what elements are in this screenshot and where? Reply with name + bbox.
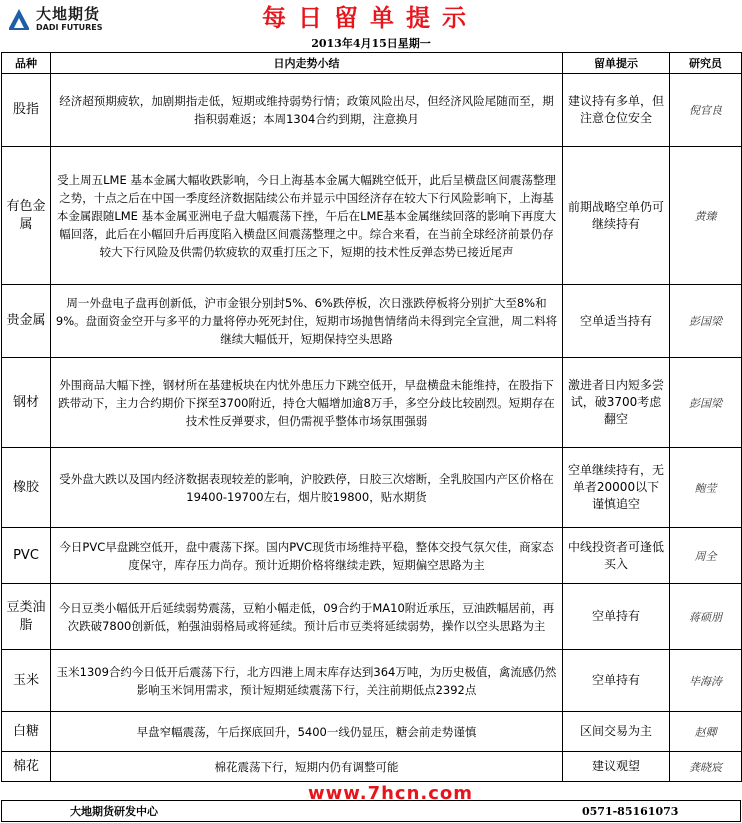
table-row	[2, 448, 742, 528]
table-row	[2, 752, 742, 782]
row-summary: 受上周五LME 基本金属大幅收跌影响，今日上海基本金属大幅跳空低开，此后呈横盘区间震荡整理之势，十点之后在中国一季度经济数据陆续公布并显示中国经济存在较大下行风险影响下，上海基本金属跟随LME 基本金属亚洲电子盘大幅震荡下挫，午后在LME基本金属继续回落的影响下再度大幅回落，此后在小幅回升后再度陷入横盘区间震荡整理之中。综合来看，在当前全球经济前景仍存较大下行风险及供需仍软疲软的双重打压之下，短期的技术性反弹态势已接近尾声	[51, 147, 563, 285]
row-category: 白糖	[2, 712, 51, 752]
row-summary: 今日PVC早盘跳空低开，盘中震荡下探。国内PVC现货市场维持平稳，整体交投气氛欠佳，商家态度保守，库存压力尚存。预计近期价格将继续走跌，短期偏空思路为主	[51, 528, 563, 584]
column-header-category: 品种	[2, 53, 51, 74]
report-date: 2013年4月15日星期一	[311, 37, 431, 50]
row-tip: 激进者日内短多尝试，破3700考虑翻空	[563, 358, 670, 448]
table-row	[2, 358, 742, 448]
row-researcher: 彭国梁	[670, 358, 742, 448]
page-title: 每日留单提示	[262, 4, 478, 32]
table-row	[2, 584, 742, 650]
row-category: 豆类油脂	[2, 584, 51, 650]
footer-organization: 大地期货研发中心	[70, 805, 158, 818]
dadi-logo-icon	[6, 6, 32, 32]
company-logo	[6, 6, 116, 34]
footer	[1, 783, 741, 822]
row-summary: 今日豆类小幅低开后延续弱势震荡，豆粕小幅走低，09合约于MA10附近承压，豆油跌幅居前，再次跌破7800创新低，粕强油弱格局或将延续。预计后市豆类将延续弱势，操作以空头思路为主	[51, 584, 563, 650]
daily-tips-table	[1, 52, 742, 782]
row-category: 橡胶	[2, 448, 51, 528]
row-researcher: 毕海涛	[670, 650, 742, 712]
row-tip: 建议观望	[563, 752, 670, 782]
header	[0, 0, 742, 36]
table-row	[2, 74, 742, 147]
row-category: 股指	[2, 74, 51, 147]
row-researcher: 龚晓宸	[670, 752, 742, 782]
footer-phone: 0571-85161073	[582, 805, 679, 818]
row-summary: 周一外盘电子盘再创新低，沪市金银分别封5%、6%跌停板，次日涨跌停板将分别扩大至8%和9%。盘面资金空开与多平的力量将停办死死封住，短期市场抛售情绪尚未得到完全宣泄，周二料将继续大幅低开，短期保持空头思路	[51, 285, 563, 358]
row-category: PVC	[2, 528, 51, 584]
row-researcher: 蒋硕朋	[670, 584, 742, 650]
row-category: 有色金属	[2, 147, 51, 285]
row-category: 贵金属	[2, 285, 51, 358]
row-tip: 区间交易为主	[563, 712, 670, 752]
table-row	[2, 712, 742, 752]
row-tip: 空单持有	[563, 584, 670, 650]
row-category: 玉米	[2, 650, 51, 712]
row-researcher: 倪官良	[670, 74, 742, 147]
row-summary: 经济超预期疲软，加剧期指走低，短期或维持弱势行情；政策风险出尽，但经济风险尾随而至，期指积弱难返；本周1304合约到期，注意换月	[51, 74, 563, 147]
footer-watermark[interactable]: www.7hcn.com	[308, 783, 474, 804]
row-summary: 玉米1309合约今日低开后震荡下行，北方四港上周末库存达到364万吨，为历史极值，禽流感仍然影响玉米饲用需求，预计短期延续震荡下行，关注前期低点2392点	[51, 650, 563, 712]
row-tip: 建议持有多单，但注意仓位安全	[563, 74, 670, 147]
row-researcher: 鲍莹	[670, 448, 742, 528]
column-header-summary: 日内走势小结	[51, 53, 563, 74]
row-tip: 中线投资者可逢低买入	[563, 528, 670, 584]
row-tip: 空单持有	[563, 650, 670, 712]
row-researcher: 周全	[670, 528, 742, 584]
column-header-researcher: 研究员	[670, 53, 742, 74]
table-row	[2, 650, 742, 712]
table-row	[2, 528, 742, 584]
row-category: 钢材	[2, 358, 51, 448]
table-row	[2, 147, 742, 285]
row-researcher: 黄臻	[670, 147, 742, 285]
row-summary: 外围商品大幅下挫，钢材所在基建板块在内忧外患压力下跳空低开，早盘横盘未能维持，在股指下跌带动下，主力合约期价下探至3700附近，持仓大幅增加逾8万手，多空分歧比较剧烈。短期存在技术性反弹要求，但仍需视乎整体市场氛围强弱	[51, 358, 563, 448]
table-header-row	[2, 53, 742, 74]
row-tip: 空单继续持有，无单者20000以下谨慎追空	[563, 448, 670, 528]
row-category: 棉花	[2, 752, 51, 782]
row-summary: 早盘窄幅震荡，午后探底回升，5400一线仍显压，糖会前走势谨慎	[51, 712, 563, 752]
row-tip: 空单适当持有	[563, 285, 670, 358]
row-tip: 前期战略空单仍可继续持有	[563, 147, 670, 285]
table-row	[2, 285, 742, 358]
row-summary: 棉花震荡下行，短期内仍有调整可能	[51, 752, 563, 782]
row-researcher: 赵卿	[670, 712, 742, 752]
logo-chinese-name: 大地期货	[36, 5, 101, 23]
row-summary: 受外盘大跌以及国内经济数据表现较差的影响，沪胶跌停，日胶三次熔断，全乳胶国内产区价格在19400-19700左右，烟片胶19800，贴水期货	[51, 448, 563, 528]
row-researcher: 彭国梁	[670, 285, 742, 358]
column-header-tip: 留单提示	[563, 53, 670, 74]
logo-english-name: DADI FUTURES	[36, 23, 103, 32]
